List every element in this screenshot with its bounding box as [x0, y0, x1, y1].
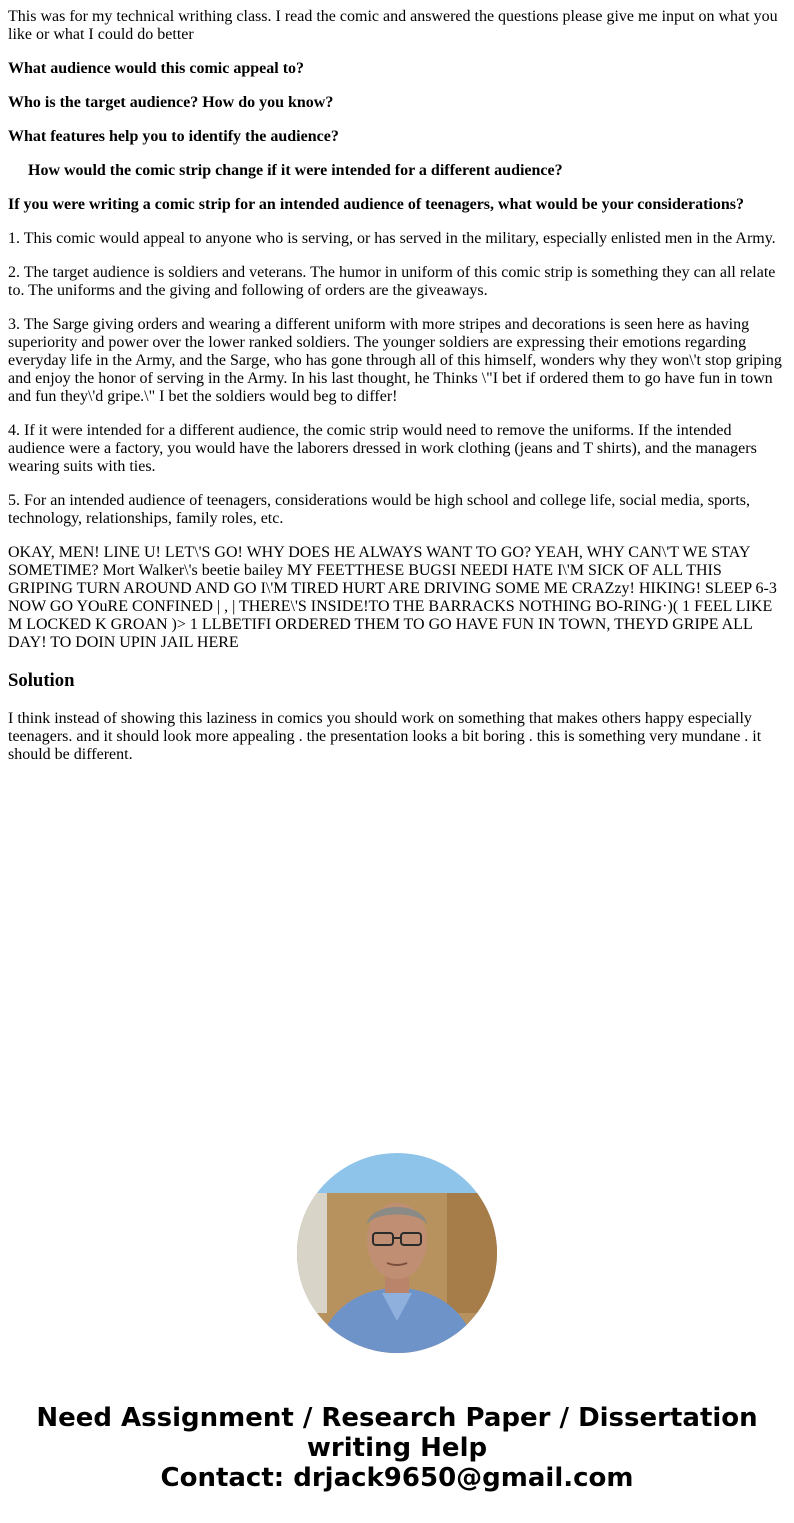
solution-heading: Solution: [8, 670, 75, 691]
answer-1: 1. This comic would appeal to anyone who is serving, or has served in the military, especially enlisted men in the Army.: [8, 230, 776, 247]
prompt-identifying-features: What features help you to identify the audience?: [8, 128, 339, 145]
question-content: [8, 8, 784, 780]
answer-3: 3. The Sarge giving orders and wearing a different uniform with more stripes and decorations is seen here as having superiority and power over the lower ranked soldiers. The younger soldiers are expressing their emotions regarding everyday life in the Army, and the Sarge, who has gone through all of this himself, wonders why they won\'t stop griping and enjoy the honor of serving in the Army. In his last thought, he Thinks \"I bet if ordered them to go have fun in town and fun they\'d gripe.\" I bet the soldiers would beg to differ!: [8, 316, 782, 405]
promo-line-2: writing Help: [306, 1433, 488, 1463]
comic-transcript: OKAY, MEN! LINE U! LET\'S GO! WHY DOES HE ALWAYS WANT TO GO? YEAH, WHY CAN\'T WE STAY SOMETIME? Mort Walker\'s beetie bailey MY FEETTHESE BUGSI NEEDI HATE I\'M SICK OF ALL THIS GRIPING TURN AROUND AND GO I\'M TIRED HURT ARE DRIVING SOME ME CRAZzy! HIKING! SLEEP 6-3 NOW GO YOuRE CONFINED | , | THERE\'S INSIDE!TO THE BARRACKS NOTHING BO-RING·)( 1 FEEL LIKE M LOCKED K GROAN )> 1 LLBETIFI ORDERED THEM TO GO HAVE FUN IN TOWN, THEYD GRIPE ALL DAY! TO DOIN UPIN JAIL HERE: [8, 544, 777, 651]
expert-avatar: [297, 1153, 497, 1353]
solution-text: I think instead of showing this laziness in comics you should work on something that makes others happy especially teenagers. and it should look more appealing . the presentation looks a bit boring . this is something very mundane . it should be different.: [8, 710, 762, 763]
answer-4: 4. If it were intended for a different audience, the comic strip would need to remove the uniforms. If the intended audience were a factory, you would have the laborers dressed in work clothing (jeans and T shirts), and the managers wearing suits with ties.: [8, 422, 757, 475]
prompt-teenager-considerations: If you were writing a comic strip for an intended audience of teenagers, what would be your considerations?: [8, 196, 744, 213]
prompt-target-audience: Who is the target audience? How do you know?: [8, 94, 334, 111]
question-intro: This was for my technical writhing class. I read the comic and answered the questions please give me input on what you like or what I could do better: [8, 8, 778, 43]
assignment-help-banner: [0, 1403, 794, 1493]
answer-2: 2. The target audience is soldiers and veterans. The humor in uniform of this comic strip is something they can all relate to. The uniforms and the giving and following of orders are the giveaways.: [8, 264, 776, 299]
prompt-different-audience: How would the comic strip change if it were intended for a different audience?: [28, 162, 563, 179]
answer-5: 5. For an intended audience of teenagers, considerations would be high school and college life, social media, sports, technology, relationships, family roles, etc.: [8, 492, 751, 527]
promo-line-1: Need Assignment / Research Paper / Dissertation: [36, 1403, 758, 1433]
prompt-audience-appeal: What audience would this comic appeal to?: [8, 60, 305, 77]
promo-contact: Contact: drjack9650@gmail.com: [160, 1463, 634, 1493]
